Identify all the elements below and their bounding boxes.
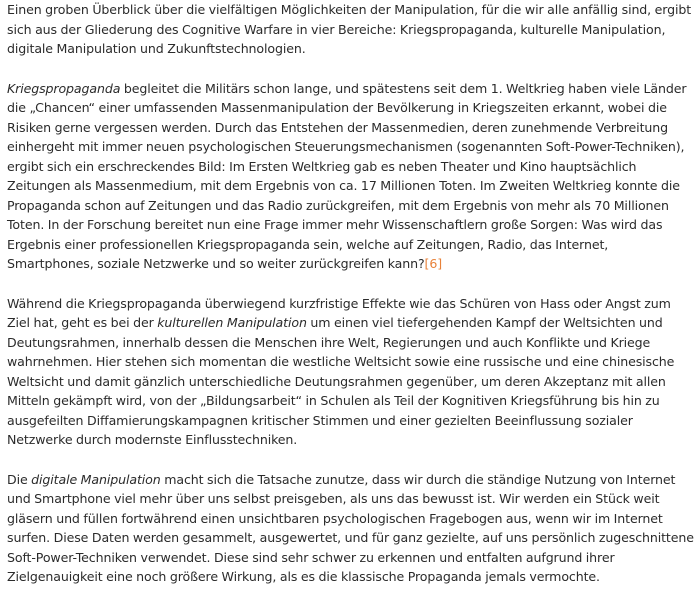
paragraph-digitale-text: macht sich die Tatsache zunutze, dass wir durch die ständige Nutzung von Internet und Smartphone viel mehr über uns selbst preisgeben, als uns das bewusst ist. Wir werden ein Stück weit gläsern und füllen fortwährend einen unsichtbaren psychologischen Fragebogen aus, wenn wir im Internet surfen. Diese Daten werden gesammelt, ausgewertet, und für ganz gezielte, auf uns persönlich zugeschnittene Soft-Power-Techniken verwendet. Diese sind sehr schwer zu erkennen und entfalten aufgrund ihrer Zielgenauigkeit eine noch größere Wirkung, als es die klassische Propaganda jemals vermochte.	[7, 471, 694, 584]
footnote-link-6[interactable]: [6]	[424, 256, 443, 271]
paragraph-kulturelle-lead: Während die Kriegspropaganda überwiegend kurzfristige Effekte wie das Schüren von Hass oder Angst zum Ziel hat, geht es bei der	[7, 295, 671, 330]
paragraph-kulturelle-manipulation	[7, 294, 695, 450]
term-kulturelle-manipulation: kulturellen Manipulation	[157, 315, 307, 330]
paragraph-intro	[7, 0, 695, 59]
paragraph-digitale-lead: Die	[7, 471, 32, 487]
paragraph-digitale-manipulation	[7, 470, 695, 587]
paragraph-kriegspropaganda-text: begleitet die Militärs schon lange, und spätestens seit dem 1. Weltkrieg haben viele Länder die „Chancen“ einer umfassenden Massenmanipulation der Bevölkerung in Kriegszeiten erkannt, wobei die Risiken gerne vergessen werden. Durch das Entstehen der Massenmedien, deren zunehmende Verbreitung einhergeht mit immer neuen psychologischen Steuerungsmechanismen (sogenannten Soft-Power-Techniken), ergibt sich ein erschreckendes Bild: Im Ersten Weltkrieg gab es neben Theater und Kino hauptsächlich Zeitungen als Massenmedium, mit dem Ergebnis von ca. 17 Millionen Toten. Im Zweiten Weltkrieg konnte die Propaganda schon auf Zeitungen und das Radio zurückgreifen, mit dem Ergebnis von mehr als 70 Millionen Toten. In der Forschung bereitet nun eine Frage immer mehr Wissenschaftlern große Sorgen: Was wird das Ergebnis einer professionellen Kriegspropaganda sein, welche auf Zeitungen, Radio, das Internet, Smartphones, soziale Netzwerke und so weiter zurückgreifen kann?	[7, 80, 687, 271]
paragraph-kulturelle-text: um einen viel tiefergehenden Kampf der Weltsichten und Deutungsrahmen, innerhalb dessen die Menschen ihre Welt, Regierungen und auch Konflikte und Kriege wahrnehmen. Hier stehen sich momentan die westliche Weltsicht sowie eine russische und eine chinesische Weltsicht und damit gänzlich unterschiedliche Deutungsrahmen gegenüber, um deren Akzeptanz mit allen Mitteln gekämpft wird, von der „Bildungsarbeit“ in Schulen als Teil der Kognitiven Kriegsführung bis hin zu ausgefeilten Diffamierungskampagnen kritischer Stimmen und einer gezielten Beeinflussung sozialer Netzwerke durch modernste Einflusstechniken.	[7, 315, 675, 447]
term-digitale-manipulation: digitale Manipulation	[31, 471, 161, 487]
term-kriegspropaganda: Kriegspropaganda	[7, 80, 121, 96]
paragraph-intro-text: Einen groben Überblick über die vielfältigen Möglichkeiten der Manipulation, für die wir alle anfällig sind, ergibt sich aus der Gliederung des Cognitive Warfare in vier Bereiche: Kriegspropaganda, kulturelle Manipulation, digitale Manipulation und Zukunftstechnologien.	[7, 2, 692, 56]
article-body	[7, 0, 695, 607]
paragraph-kriegspropaganda	[7, 79, 695, 274]
